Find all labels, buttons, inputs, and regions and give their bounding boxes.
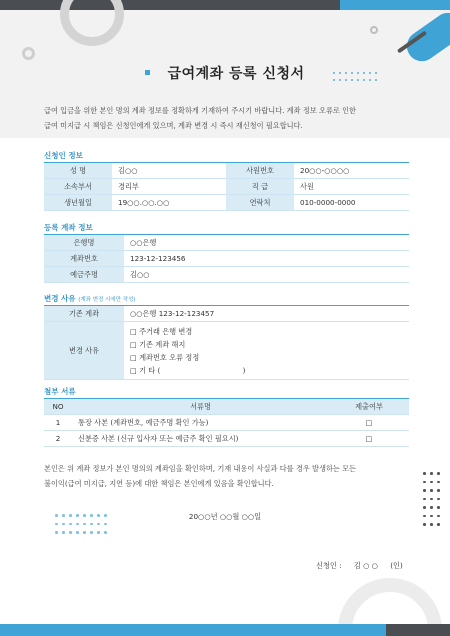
holder-value: 김○○ <box>124 267 409 283</box>
section-title-change-text: 변경 사유 <box>44 294 76 303</box>
emp-no-label: 사원번호 <box>226 163 294 179</box>
table-row <box>44 163 409 179</box>
decorative-circle <box>370 26 378 34</box>
position-label: 직 급 <box>226 179 294 195</box>
confirmation-statement <box>44 461 410 491</box>
bottom-bar-accent <box>386 624 450 636</box>
statement-line: 불이익(급여 미지급, 지연 등)에 대한 책임은 본인에게 있음을 확인합니다. <box>44 479 274 488</box>
dept-value: 경리부 <box>112 179 226 195</box>
account-number-label: 계좌번호 <box>44 251 124 267</box>
intro-text <box>44 103 410 133</box>
signature-name: 김 ○ ○ <box>353 561 378 570</box>
prev-account-value: ○○은행 123-12-123457 <box>124 306 409 322</box>
table-row <box>44 195 409 211</box>
submitted-checkbox[interactable]: □ <box>329 431 409 447</box>
attachments-table <box>44 398 409 447</box>
page-title: 급여계좌 등록 신청서 <box>167 65 305 82</box>
contact-label: 연락처 <box>226 195 294 211</box>
table-row <box>44 179 409 195</box>
title-block <box>0 62 450 83</box>
column-header-name: 서류명 <box>72 399 329 415</box>
column-header-submitted: 제출여부 <box>329 399 409 415</box>
top-bar-accent <box>340 0 450 10</box>
reason-label: 변경 사유 <box>44 322 124 380</box>
submitted-checkbox[interactable]: □ <box>329 415 409 431</box>
name-value: 김○○ <box>112 163 226 179</box>
section-title-applicant: 신청인 정보 <box>44 151 83 160</box>
reason-option[interactable]: □ 기 타 ( ) <box>130 365 246 375</box>
row-doc-name: 통장 사본 (계좌번호, 예금주명 확인 가능) <box>72 415 329 431</box>
intro-line: 급여 미지급 시 책임은 신청인에게 있으며, 계좌 변경 시 즉시 재신청이 필요합니다. <box>44 121 303 130</box>
decorative-circle <box>22 47 35 60</box>
title-bullet-icon <box>145 70 150 75</box>
bank-value: ○○은행 <box>124 235 409 251</box>
section-note: (계좌 변경 시에만 작성) <box>78 297 136 303</box>
date-line <box>0 512 450 522</box>
table-row <box>44 322 409 380</box>
reason-option[interactable]: □ 주거래 은행 변경 <box>130 326 193 336</box>
table-row <box>44 415 409 431</box>
table-row <box>44 267 409 283</box>
column-header-no: NO <box>44 399 72 415</box>
account-number-value: 123-12-123456 <box>124 251 409 267</box>
account-table <box>44 234 409 283</box>
table-row <box>44 431 409 447</box>
seal-mark: (인) <box>390 561 403 570</box>
applicant-table <box>44 162 409 211</box>
row-no: 2 <box>44 431 72 447</box>
reason-options <box>124 322 409 380</box>
section-title-attachments: 첨부 서류 <box>44 387 76 396</box>
contact-value: 010-0000-0000 <box>294 195 409 211</box>
statement-line: 본인은 위 계좌 정보가 본인 명의의 계좌임을 확인하며, 기재 내용이 사실과 다를 경우 발생하는 모든 <box>44 464 356 473</box>
dept-label: 소속부서 <box>44 179 112 195</box>
reason-option[interactable]: □ 기존 계좌 해지 <box>130 339 186 349</box>
section-title-account: 등록 계좌 정보 <box>44 223 93 232</box>
section-title-change <box>44 293 136 304</box>
name-label: 성 명 <box>44 163 112 179</box>
table-header-row <box>44 399 409 415</box>
signature-label: 신청인 : <box>316 561 342 570</box>
emp-no-value: 20○○-○○○○ <box>294 163 409 179</box>
table-row <box>44 306 409 322</box>
dob-value: 19○○.○○.○○ <box>112 195 226 211</box>
decorative-dot-grid <box>423 472 444 526</box>
table-row <box>44 235 409 251</box>
position-value: 사원 <box>294 179 409 195</box>
row-no: 1 <box>44 415 72 431</box>
reason-option[interactable]: □ 계좌번호 오류 정정 <box>130 352 200 362</box>
dob-label: 생년월일 <box>44 195 112 211</box>
bottom-bar <box>0 624 450 636</box>
prev-account-label: 기존 계좌 <box>44 306 124 322</box>
change-table <box>44 305 409 380</box>
date-text: 20○○년 ○○월 ○○일 <box>188 512 262 521</box>
intro-line: 급여 입금을 위한 본인 명의 계좌 정보를 정확하게 기재하여 주시기 바랍니다. 계좌 정보 오류로 인한 <box>44 106 356 115</box>
signature-line <box>316 561 407 571</box>
bank-label: 은행명 <box>44 235 124 251</box>
holder-label: 예금주명 <box>44 267 124 283</box>
table-row <box>44 251 409 267</box>
row-doc-name: 신분증 사본 (신규 입사자 또는 예금주 확인 필요시) <box>72 431 329 447</box>
